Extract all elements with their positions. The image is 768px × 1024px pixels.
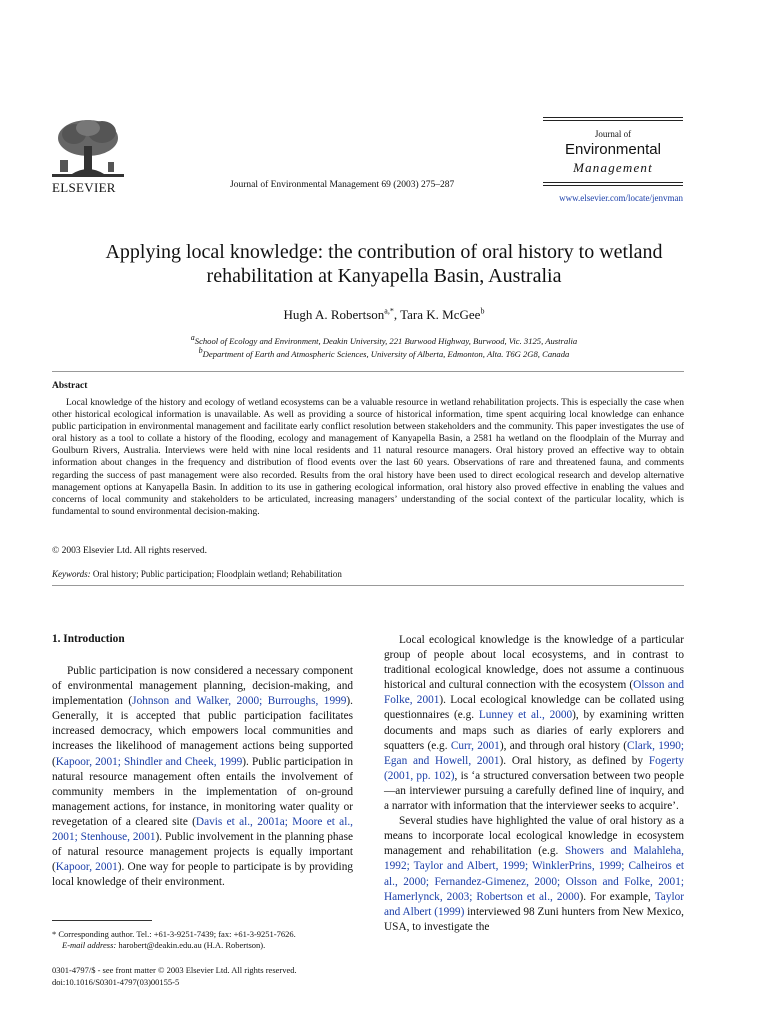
body-text: Public participation is now considered a necessary component of environmental management planning, decision-making, and implementation ( xyxy=(52,665,353,708)
publisher-name: ELSEVIER xyxy=(52,180,116,195)
citation-link[interactable]: Lunney et al., 2000 xyxy=(478,709,573,722)
body-text: ). Oral history, as defined by xyxy=(499,754,649,767)
citation-link[interactable]: Kapoor, 2001 xyxy=(55,861,118,874)
divider-top xyxy=(52,371,684,372)
keywords xyxy=(52,569,342,579)
body-text: , is ‘a structured conversation between two people—an interviewer pursuing a carefully defined line of inquiry, and a narrator with information that the interviewer seeks to acquire’. xyxy=(384,769,684,813)
journal-citation: Journal of Environmental Management 69 (2003) 275–287 xyxy=(230,180,455,190)
brand-management: Management xyxy=(573,160,653,175)
citation-link[interactable]: Taylor and Albert (1999) xyxy=(384,890,685,918)
title-line-1: Applying local knowledge: the contribution of oral history to wetland xyxy=(105,241,663,263)
author-1-marker: a,* xyxy=(384,306,394,316)
brand-environmental: Environmental xyxy=(565,141,661,158)
footnote-email: harobert@deakin.edu.au (H.A. Robertson). xyxy=(116,940,266,950)
affiliation-b-marker: b xyxy=(198,346,203,356)
abstract-copyright: © 2003 Elsevier Ltd. All rights reserved. xyxy=(52,546,207,556)
body-text: ). Public participation in natural resource management often entails the involvement of community members in the implementation of on-ground management actions, for instance, in monitoring water quality or revegetation of a cleared site ( xyxy=(52,755,353,828)
journal-url-link[interactable]: www.elsevier.com/locate/jenvman xyxy=(559,193,683,203)
front-matter xyxy=(52,964,297,988)
abstract-heading: Abstract xyxy=(52,381,88,391)
title-line-2: rehabilitation at Kanyapella Basin, Australia xyxy=(206,265,562,287)
body-text: ). For example, xyxy=(579,890,655,903)
affiliation-a-text: School of Ecology and Environment, Deakin University, 221 Burwood Highway, Burwood, Vic. 3125, Australia xyxy=(194,336,578,346)
affiliation-a-marker: a xyxy=(190,333,195,343)
citation-link[interactable]: Curr, 2001 xyxy=(450,739,500,752)
paper-title xyxy=(40,240,728,288)
footnote-corresponding: Corresponding author. Tel.: +61-3-9251-7439; fax: +61-3-9251-7626. xyxy=(56,929,296,939)
citation-link[interactable]: Kapoor, 2001; Shindler and Cheek, 1999 xyxy=(55,755,243,768)
citation-link[interactable]: Showers and Malahleha, 1992; Taylor and Albert, 1999; WinklerPrins, 1999; Calheiros et al., 2000; Fernandez-Gimenez, 2000; Olsson and Folke, 2001; Hamerlynck, 2003; Robertson et al., 2000 xyxy=(384,845,684,903)
keywords-text: Oral history; Public participation; Floodplain wetland; Rehabilitation xyxy=(90,569,342,579)
elsevier-tree-logo xyxy=(52,116,124,180)
citation-link[interactable]: Johnson and Walker, 2000; Burroughs, 1999 xyxy=(132,695,347,708)
divider-mid xyxy=(52,585,684,586)
body-text: interviewed 98 Zuni hunters from New Mexico, USA, to investigate the xyxy=(384,905,684,933)
body-text: Several studies have highlighted the value of oral history as a means to incorporate local ecological knowledge in ecosystem management and rehabilitation (e.g. xyxy=(384,815,684,858)
right-column xyxy=(384,633,684,935)
affiliation-b-text: Department of Earth and Atmospheric Sciences, University of Alberta, Edmonton, Alta. T6G 2G8, Canada xyxy=(202,349,570,359)
citation-link[interactable]: Olsson and Folke, 2001 xyxy=(384,679,685,707)
brand-journal-of: Journal of xyxy=(594,129,632,139)
citation-link[interactable]: Fogerty (2001, pp. 102) xyxy=(384,754,684,782)
footnote-divider xyxy=(52,920,152,921)
paragraph xyxy=(384,633,684,814)
body-text: ), and through oral history ( xyxy=(499,739,628,752)
journal-brand xyxy=(543,117,683,186)
citation-link[interactable]: Clark, 1990; Egan and Howell, 2001 xyxy=(384,739,684,767)
affiliation-b xyxy=(0,346,768,359)
doi-line: doi:10.1016/S0301-4797(03)00155-5 xyxy=(52,977,180,987)
body-text: ). One way for people to participate is by providing local knowledge of their environment. xyxy=(52,861,353,889)
body-text: Local ecological knowledge is the knowledge of a particular group of people about local ecosystems, and in contrast to traditional ecological knowledge, does not assume a continuous historical and cultural connection with the ecosystem ( xyxy=(384,634,684,692)
issn-line: 0301-4797/$ - see front matter © 2003 Elsevier Ltd. All rights reserved. xyxy=(52,965,297,975)
footnote xyxy=(52,929,362,951)
body-text: ). Public involvement in the planning phase of natural resource management projects is equally important ( xyxy=(52,831,353,874)
footnote-mark: * xyxy=(52,929,57,939)
section-heading-introduction: 1. Introduction xyxy=(52,633,125,645)
body-text: ). Generally, it is accepted that public participation facilitates increased democracy, which empowers local communities and increases the likelihood of management actions being supported ( xyxy=(52,695,353,768)
affiliation-a xyxy=(0,333,768,346)
author-2-marker: b xyxy=(480,306,485,316)
author-1: Hugh A. Robertson xyxy=(283,307,385,322)
footnote-email-label: E-mail address: xyxy=(62,940,117,950)
paragraph xyxy=(52,664,353,890)
left-column xyxy=(52,664,353,890)
paragraph xyxy=(384,814,684,935)
keywords-label: Keywords: xyxy=(52,569,91,579)
author-list xyxy=(0,307,768,323)
abstract-text: Local knowledge of the history and ecology of wetland ecosystems can be a valuable resource in wetland rehabilitation projects. This is especially the case when other historical ecological information is unavailable. As well as providing a source of historical information, time spent acquiring local knowledge can enhance public participation in environmental management and facilitate early conflict resolution between stakeholders and the community. This paper investigates the use of oral history as a tool to collate a history of the flooding, ecology and management of Kanyapella Basin, a 2581 ha wetland on the floodplain of the Murray and Goulburn Rivers, Australia. Interviews were held with nine local residents and 11 natural resource managers. Oral history proved an effective way to obtain information about changes in the frequency and distribution of flood events over the last 60 years. Observations of rare and threatened fauna, and comments regarding the success of past management were also recorded. Results from the oral history have been used to direct ecological research and develop alternative management options at Kanyapella Basin. In addition to its use in gathering ecological information, oral history also proved effective in enabling the values and concerns of local community and stakeholders to be articulated, increasing managers’ understanding of the social context of the particular locality, which is fundamental to sound environmental decision-making. xyxy=(52,398,684,517)
author-separator: , xyxy=(393,307,401,322)
body-text: ). Local ecological knowledge can be collated using questionnaires (e.g. xyxy=(384,694,684,722)
body-text: ), by examining written documents and maps such as diaries of early explorers and squatters (e.g. xyxy=(384,709,685,752)
author-2: Tara K. McGee xyxy=(400,307,481,322)
citation-link[interactable]: Davis et al., 2001a; Moore et al., 2001; Stenhouse, 2001 xyxy=(52,815,353,844)
